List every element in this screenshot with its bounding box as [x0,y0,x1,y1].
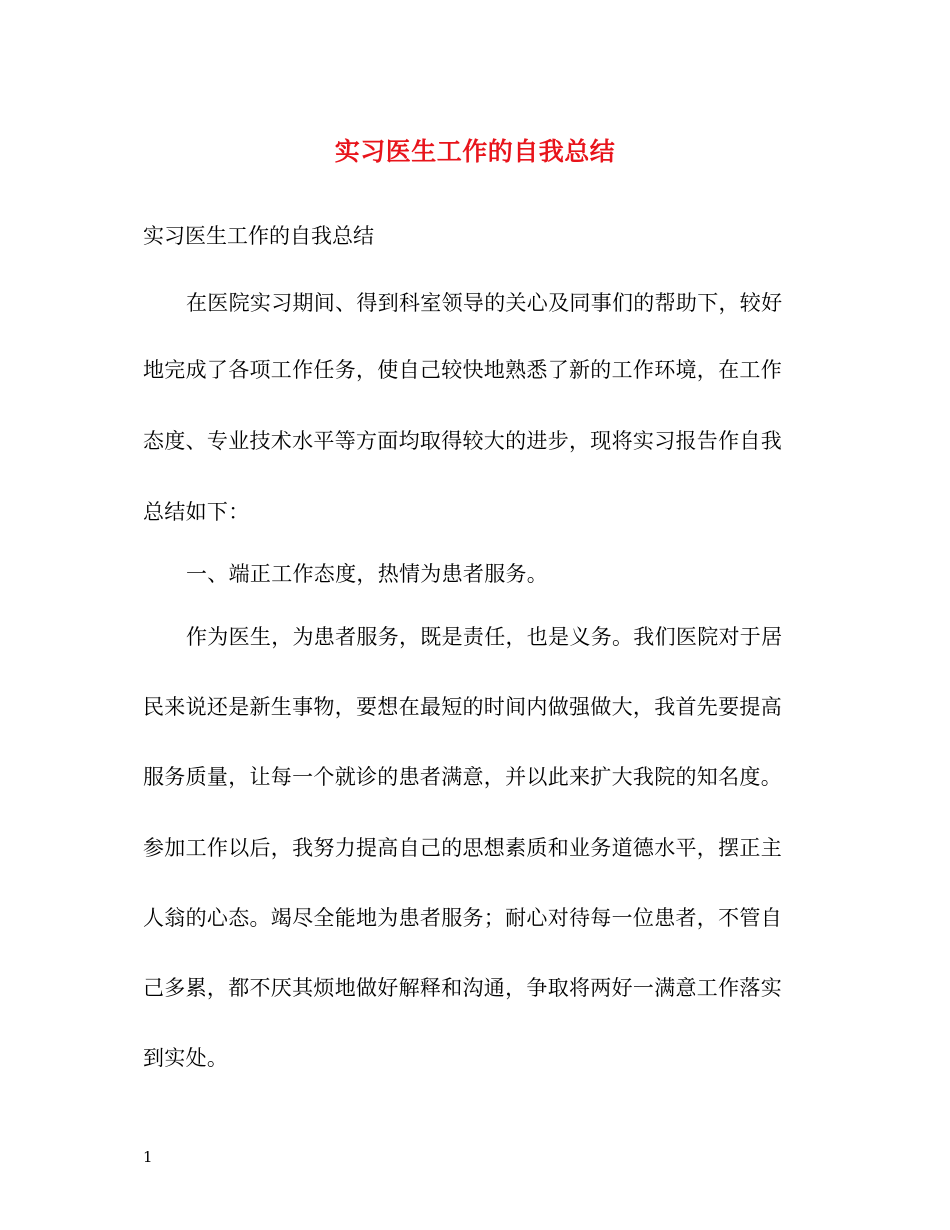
paragraph-line-1: 在医院实习期间、得到科室领导的关心及同事们的帮助下，较好 [186,291,783,315]
document-title: 实习医生工作的自我总结 [334,137,616,166]
paragraph-line-6: 民来说还是新生事物，要想在最短的时间内做强做大，我首先要提高 [143,695,782,719]
paragraph-line-7: 服务质量，让每一个就诊的患者满意，并以此来扩大我院的知名度。 [143,765,782,789]
paragraph-line-3: 态度、专业技术水平等方面均取得较大的进步，现将实习报告作自我 [143,429,782,453]
page-number: 1 [143,1148,153,1166]
paragraph-line-4: 总结如下： [143,500,250,524]
paragraph-line-5: 作为医生，为患者服务，既是责任，也是义务。我们医院对于居 [186,625,783,649]
document-subtitle: 实习医生工作的自我总结 [143,224,374,248]
paragraph-line-2: 地完成了各项工作任务，使自己较快地熟悉了新的工作环境，在工作 [143,358,782,382]
paragraph-line-9: 人翁的心态。竭尽全能地为患者服务；耐心对待每一位患者，不管自 [143,906,782,930]
paragraph-line-11: 到实处。 [143,1046,229,1070]
paragraph-line-10: 己多累，都不厌其烦地做好解释和沟通，争取将两好一满意工作落实 [143,976,782,1000]
paragraph-line-8: 参加工作以后，我努力提高自己的思想素质和业务道德水平，摆正主 [143,836,782,860]
section-heading: 一、端正工作态度，热情为患者服务。 [186,562,549,586]
